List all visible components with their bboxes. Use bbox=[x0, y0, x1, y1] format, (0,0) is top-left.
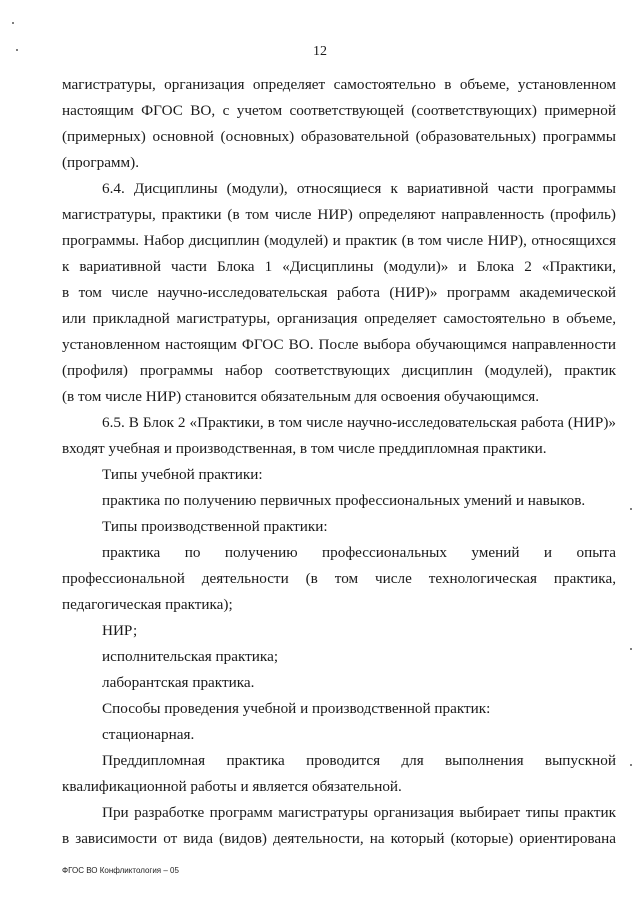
text-line: настоящим ФГОС ВО, с учетом соответствующей (соответствующих) примерной bbox=[62, 102, 616, 119]
text-line: профессиональной деятельности (в том числе технологическая практика, bbox=[62, 570, 616, 587]
text-line: 6.5. В Блок 2 «Практики, в том числе научно-исследовательская работа (НИР)» bbox=[102, 414, 616, 431]
text-line: (примерных) основной (основных) образовательной (образовательных) программы bbox=[62, 128, 616, 145]
page-number: 12 bbox=[313, 44, 327, 59]
text-line: установленном настоящим ФГОС ВО. После выбора обучающимся направленности bbox=[62, 336, 616, 353]
text-line: в зависимости от вида (видов) деятельности, на который (которые) ориентирована bbox=[62, 830, 616, 847]
text-line: квалификационной работы и является обязательной. bbox=[62, 778, 402, 795]
scan-speck bbox=[630, 508, 632, 510]
text-line: педагогическая практика); bbox=[62, 596, 233, 613]
scan-speck bbox=[630, 764, 632, 766]
text-line: (программ). bbox=[62, 154, 140, 171]
scan-speck bbox=[16, 49, 18, 51]
text-line: программы. Набор дисциплин (модулей) и практик (в том числе НИР), относящихся bbox=[62, 232, 616, 249]
text-line: лаборантская практика. bbox=[102, 674, 255, 691]
text-line: к вариативной части Блока 1 «Дисциплины (модули)» и Блока 2 «Практики, bbox=[62, 258, 616, 275]
page-footer: ФГОС ВО Конфликтология – 05 bbox=[62, 866, 179, 875]
scan-speck bbox=[12, 22, 14, 24]
text-line: Типы производственной практики: bbox=[102, 518, 328, 535]
text-line: входят учебная и производственная, в том числе преддипломная практики. bbox=[62, 440, 547, 457]
text-line: магистратуры, практики (в том числе НИР) определяют направленность (профиль) bbox=[62, 206, 616, 223]
text-line: 6.4. Дисциплины (модули), относящиеся к вариативной части программы bbox=[102, 180, 616, 197]
text-line: При разработке программ магистратуры организация выбирает типы практик bbox=[102, 804, 616, 821]
text-line: стационарная. bbox=[102, 726, 195, 743]
text-line: практика по получению первичных профессиональных умений и навыков. bbox=[102, 492, 586, 509]
text-line: или прикладной магистратуры, организация определяет самостоятельно в объеме, bbox=[62, 310, 616, 327]
text-line: магистратуры, организация определяет самостоятельно в объеме, установленном bbox=[62, 76, 616, 93]
body-text bbox=[62, 72, 616, 852]
text-line: практика по получению профессиональных умений и опыта bbox=[102, 544, 616, 561]
text-line: Способы проведения учебной и производственной практик: bbox=[102, 700, 491, 717]
text-line: (в том числе НИР) становится обязательным для освоения обучающимся. bbox=[62, 388, 540, 405]
text-line: НИР; bbox=[102, 622, 138, 639]
text-line: в том числе научно-исследовательская работа (НИР)» программ академической bbox=[62, 284, 616, 301]
text-line: (профиля) программы набор соответствующих дисциплин (модулей), практик bbox=[62, 362, 616, 379]
scan-speck bbox=[630, 648, 632, 650]
text-line: Типы учебной практики: bbox=[102, 466, 263, 483]
text-line: исполнительская практика; bbox=[102, 648, 279, 665]
text-line: Преддипломная практика проводится для выполнения выпускной bbox=[102, 752, 616, 769]
